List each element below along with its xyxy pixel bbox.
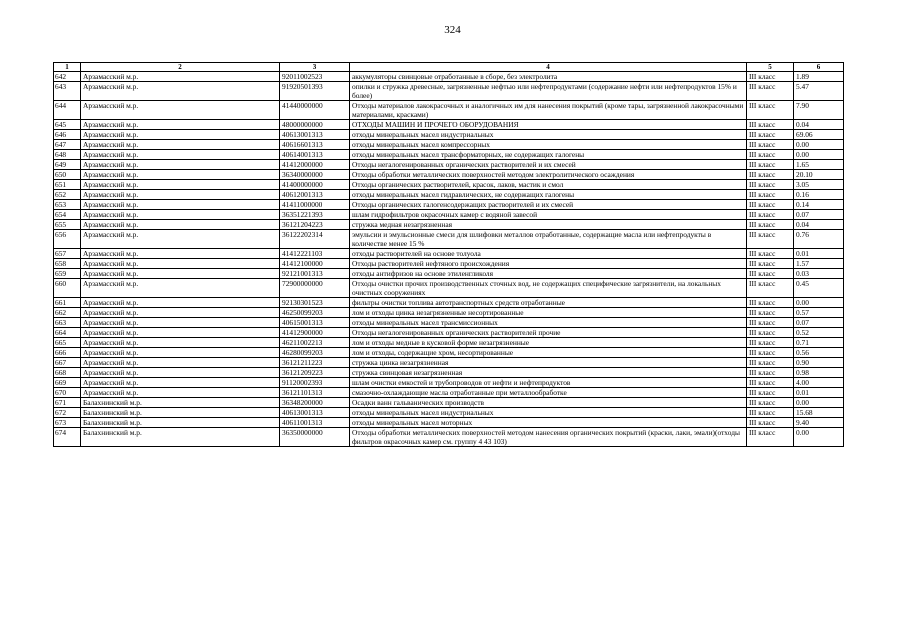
row-number-cell: 670 (54, 388, 81, 398)
district-cell: Арзамасский м.р. (81, 140, 280, 150)
header-cell-1: 1 (54, 63, 81, 72)
row-number-cell: 650 (54, 170, 81, 180)
table-row (54, 140, 844, 150)
waste-code-cell: 92130301523 (280, 298, 350, 308)
waste-code-cell: 41412900000 (280, 328, 350, 338)
hazard-class-cell: III класс (747, 140, 794, 150)
waste-code-cell: 46211002213 (280, 338, 350, 348)
amount-cell: 0.03 (794, 269, 844, 279)
district-cell: Арзамасский м.р. (81, 388, 280, 398)
waste-description-cell: стружка медная незагрязненная (350, 220, 747, 230)
table-row (54, 249, 844, 259)
district-cell: Арзамасский м.р. (81, 269, 280, 279)
table-header-row (54, 63, 844, 72)
waste-description-cell: Отходы очистки прочих производственных сточных вод, не содержащих специфические загрязнители, на локальных очистных сооружениях (350, 279, 747, 298)
table-row (54, 279, 844, 298)
amount-cell: 1.65 (794, 160, 844, 170)
row-number-cell: 656 (54, 230, 81, 249)
waste-code-cell: 36350000000 (280, 428, 350, 447)
waste-code-cell: 40612001313 (280, 190, 350, 200)
district-cell: Арзамасский м.р. (81, 220, 280, 230)
hazard-class-cell: III класс (747, 200, 794, 210)
waste-description-cell: опилки и стружка древесные, загрязненные нефтью или нефтепродуктами (содержание нефти или нефтепродуктов 15% и более) (350, 82, 747, 101)
waste-description-cell: ОТХОДЫ МАШИН И ПРОЧЕГО ОБОРУДОВАНИЯ (350, 120, 747, 130)
amount-cell: 0.07 (794, 210, 844, 220)
district-cell: Балахнинский м.р. (81, 418, 280, 428)
waste-code-cell: 40614001313 (280, 150, 350, 160)
table-row (54, 220, 844, 230)
header-cell-3: 3 (280, 63, 350, 72)
row-number-cell: 644 (54, 101, 81, 120)
hazard-class-cell: III класс (747, 72, 794, 82)
table-row (54, 308, 844, 318)
row-number-cell: 658 (54, 259, 81, 269)
table-row (54, 170, 844, 180)
hazard-class-cell: III класс (747, 298, 794, 308)
waste-code-cell: 91920501393 (280, 82, 350, 101)
hazard-class-cell: III класс (747, 101, 794, 120)
waste-code-cell: 41411000000 (280, 200, 350, 210)
hazard-class-cell: III класс (747, 150, 794, 160)
district-cell: Арзамасский м.р. (81, 170, 280, 180)
table-row (54, 408, 844, 418)
hazard-class-cell: III класс (747, 428, 794, 447)
waste-description-cell: отходы минеральных масел трансмиссионных (350, 318, 747, 328)
table-row (54, 101, 844, 120)
header-cell-4: 4 (350, 63, 747, 72)
district-cell: Арзамасский м.р. (81, 200, 280, 210)
district-cell: Арзамасский м.р. (81, 348, 280, 358)
header-cell-5: 5 (747, 63, 794, 72)
district-cell: Балахнинский м.р. (81, 428, 280, 447)
row-number-cell: 669 (54, 378, 81, 388)
hazard-class-cell: III класс (747, 249, 794, 259)
amount-cell: 0.90 (794, 358, 844, 368)
waste-code-cell: 92011002523 (280, 72, 350, 82)
amount-cell: 0.45 (794, 279, 844, 298)
waste-description-cell: аккумуляторы свинцовые отработанные в сборе, без электролита (350, 72, 747, 82)
waste-code-cell: 36351221393 (280, 210, 350, 220)
row-number-cell: 665 (54, 338, 81, 348)
waste-code-cell: 92121001313 (280, 269, 350, 279)
table-row (54, 298, 844, 308)
waste-code-cell: 36122202314 (280, 230, 350, 249)
amount-cell: 0.00 (794, 140, 844, 150)
waste-description-cell: Отходы органических галогенсодержащих растворителей и их смесей (350, 200, 747, 210)
hazard-class-cell: III класс (747, 82, 794, 101)
hazard-class-cell: III класс (747, 358, 794, 368)
waste-description-cell: фильтры очистки топлива автотранспортных средств отработанные (350, 298, 747, 308)
table-row (54, 368, 844, 378)
waste-code-cell: 41412000000 (280, 160, 350, 170)
waste-description-cell: Отходы материалов лакокрасочных и аналогичных им для нанесения покрытий (кроме тары, загрязненной лакокрасочными материалами, красками) (350, 101, 747, 120)
waste-description-cell: отходы растворителей на основе толуола (350, 249, 747, 259)
amount-cell: 4.00 (794, 378, 844, 388)
row-number-cell: 642 (54, 72, 81, 82)
header-cell-6: 6 (794, 63, 844, 72)
row-number-cell: 649 (54, 160, 81, 170)
district-cell: Арзамасский м.р. (81, 130, 280, 140)
hazard-class-cell: III класс (747, 338, 794, 348)
amount-cell: 0.14 (794, 200, 844, 210)
waste-code-cell: 72900000000 (280, 279, 350, 298)
table-row (54, 428, 844, 447)
waste-code-cell: 36121204223 (280, 220, 350, 230)
table-row (54, 200, 844, 210)
waste-description-cell: стружка цинка незагрязненная (350, 358, 747, 368)
district-cell: Арзамасский м.р. (81, 338, 280, 348)
waste-code-cell: 36348200000 (280, 398, 350, 408)
row-number-cell: 648 (54, 150, 81, 160)
table-row (54, 150, 844, 160)
amount-cell: 0.00 (794, 298, 844, 308)
row-number-cell: 646 (54, 130, 81, 140)
waste-code-cell: 46280099203 (280, 348, 350, 358)
row-number-cell: 668 (54, 368, 81, 378)
district-cell: Арзамасский м.р. (81, 368, 280, 378)
amount-cell: 1.57 (794, 259, 844, 269)
amount-cell: 0.71 (794, 338, 844, 348)
amount-cell: 0.98 (794, 368, 844, 378)
page-number: 324 (444, 24, 461, 36)
district-cell: Арзамасский м.р. (81, 160, 280, 170)
waste-code-cell: 40613001313 (280, 408, 350, 418)
waste-description-cell: отходы минеральных масел гидравлических, не содержащих галогены (350, 190, 747, 200)
district-cell: Арзамасский м.р. (81, 308, 280, 318)
hazard-class-cell: III класс (747, 388, 794, 398)
hazard-class-cell: III класс (747, 318, 794, 328)
row-number-cell: 663 (54, 318, 81, 328)
district-cell: Арзамасский м.р. (81, 378, 280, 388)
table-row (54, 259, 844, 269)
table-row (54, 180, 844, 190)
district-cell: Арзамасский м.р. (81, 358, 280, 368)
header-cell-2: 2 (81, 63, 280, 72)
waste-description-cell: отходы минеральных масел индустриальных (350, 130, 747, 140)
row-number-cell: 671 (54, 398, 81, 408)
table-row (54, 388, 844, 398)
hazard-class-cell: III класс (747, 269, 794, 279)
row-number-cell: 674 (54, 428, 81, 447)
row-number-cell: 652 (54, 190, 81, 200)
district-cell: Арзамасский м.р. (81, 328, 280, 338)
amount-cell: 0.00 (794, 428, 844, 447)
waste-description-cell: отходы минеральных масел индустриальных (350, 408, 747, 418)
hazard-class-cell: III класс (747, 408, 794, 418)
waste-description-cell: Отходы негалогенированных органических растворителей и их смесей (350, 160, 747, 170)
waste-code-cell: 40616601313 (280, 140, 350, 150)
hazard-class-cell: III класс (747, 348, 794, 358)
amount-cell: 0.00 (794, 150, 844, 160)
waste-code-cell: 40611001313 (280, 418, 350, 428)
amount-cell: 0.04 (794, 120, 844, 130)
row-number-cell: 667 (54, 358, 81, 368)
waste-description-cell: отходы минеральных масел компрессорных (350, 140, 747, 150)
district-cell: Арзамасский м.р. (81, 298, 280, 308)
hazard-class-cell: III класс (747, 190, 794, 200)
hazard-class-cell: III класс (747, 259, 794, 269)
row-number-cell: 661 (54, 298, 81, 308)
table-row (54, 318, 844, 328)
district-cell: Арзамасский м.р. (81, 82, 280, 101)
waste-description-cell: Отходы негалогенированных органических растворителей прочие (350, 328, 747, 338)
row-number-cell: 664 (54, 328, 81, 338)
hazard-class-cell: III класс (747, 160, 794, 170)
table-row (54, 418, 844, 428)
hazard-class-cell: III класс (747, 418, 794, 428)
district-cell: Балахнинский м.р. (81, 398, 280, 408)
waste-code-cell: 41412100000 (280, 259, 350, 269)
amount-cell: 69.06 (794, 130, 844, 140)
hazard-class-cell: III класс (747, 210, 794, 220)
district-cell: Арзамасский м.р. (81, 249, 280, 259)
hazard-class-cell: III класс (747, 180, 794, 190)
row-number-cell: 643 (54, 82, 81, 101)
district-cell: Арзамасский м.р. (81, 318, 280, 328)
waste-code-cell: 36121211223 (280, 358, 350, 368)
row-number-cell: 647 (54, 140, 81, 150)
waste-description-cell: шлам очистки емкостей и трубопроводов от нефти и нефтепродуктов (350, 378, 747, 388)
waste-description-cell: Отходы обработки металлических поверхностей методом нанесения органических покрытий (краски, лаки, эмали)(отходы фильтров окрасочных камер см. группу 4 43 103) (350, 428, 747, 447)
district-cell: Арзамасский м.р. (81, 230, 280, 249)
amount-cell: 0.00 (794, 398, 844, 408)
amount-cell: 0.56 (794, 348, 844, 358)
table-row (54, 398, 844, 408)
district-cell: Арзамасский м.р. (81, 180, 280, 190)
waste-description-cell: отходы антифризов на основе этиленгликоля (350, 269, 747, 279)
amount-cell: 20.10 (794, 170, 844, 180)
waste-code-cell: 48000000000 (280, 120, 350, 130)
row-number-cell: 654 (54, 210, 81, 220)
amount-cell: 5.47 (794, 82, 844, 101)
waste-code-cell: 40615001313 (280, 318, 350, 328)
table-row (54, 358, 844, 368)
amount-cell: 0.01 (794, 249, 844, 259)
row-number-cell: 655 (54, 220, 81, 230)
waste-code-cell: 46250099203 (280, 308, 350, 318)
amount-cell: 0.57 (794, 308, 844, 318)
district-cell: Арзамасский м.р. (81, 259, 280, 269)
hazard-class-cell: III класс (747, 170, 794, 180)
waste-code-cell: 41440000000 (280, 101, 350, 120)
table-row (54, 378, 844, 388)
waste-code-cell: 36121209223 (280, 368, 350, 378)
table-row (54, 190, 844, 200)
row-number-cell: 651 (54, 180, 81, 190)
waste-description-cell: эмульсии и эмульсионные смеси для шлифовки металлов отработанные, содержащие масла или нефтепродукты в количестве менее 15 % (350, 230, 747, 249)
amount-cell: 9.40 (794, 418, 844, 428)
table-row (54, 72, 844, 82)
amount-cell: 0.76 (794, 230, 844, 249)
amount-cell: 1.89 (794, 72, 844, 82)
row-number-cell: 666 (54, 348, 81, 358)
waste-code-cell: 41400000000 (280, 180, 350, 190)
row-number-cell: 672 (54, 408, 81, 418)
waste-code-cell: 36121101313 (280, 388, 350, 398)
table-body (54, 72, 844, 447)
row-number-cell: 660 (54, 279, 81, 298)
table-row (54, 328, 844, 338)
waste-description-cell: лом и отходы цинка незагрязненные несортированные (350, 308, 747, 318)
table-row (54, 130, 844, 140)
district-cell: Арзамасский м.р. (81, 190, 280, 200)
district-cell: Арзамасский м.р. (81, 150, 280, 160)
row-number-cell: 653 (54, 200, 81, 210)
table-row (54, 210, 844, 220)
hazard-class-cell: III класс (747, 308, 794, 318)
waste-description-cell: отходы минеральных масел моторных (350, 418, 747, 428)
waste-description-cell: отходы минеральных масел трансформаторных, не содержащих галогены (350, 150, 747, 160)
waste-description-cell: стружка свинцовая незагрязненная (350, 368, 747, 378)
amount-cell: 3.05 (794, 180, 844, 190)
waste-description-cell: лом и отходы, содержащие хром, несортированные (350, 348, 747, 358)
amount-cell: 7.90 (794, 101, 844, 120)
table-row (54, 230, 844, 249)
hazard-class-cell: III класс (747, 368, 794, 378)
waste-description-cell: смазочно-охлаждающие масла отработанные при металлообработке (350, 388, 747, 398)
waste-description-cell: Осадки ванн гальванических производств (350, 398, 747, 408)
hazard-class-cell: III класс (747, 130, 794, 140)
table-row (54, 82, 844, 101)
hazard-class-cell: III класс (747, 279, 794, 298)
waste-code-cell: 41412221103 (280, 249, 350, 259)
hazard-class-cell: III класс (747, 230, 794, 249)
waste-code-cell: 36340000000 (280, 170, 350, 180)
hazard-class-cell: III класс (747, 220, 794, 230)
row-number-cell: 657 (54, 249, 81, 259)
amount-cell: 0.07 (794, 318, 844, 328)
waste-register-table (53, 62, 844, 447)
table-row (54, 348, 844, 358)
row-number-cell: 645 (54, 120, 81, 130)
hazard-class-cell: III класс (747, 378, 794, 388)
table-row (54, 120, 844, 130)
table-row (54, 269, 844, 279)
table-row (54, 160, 844, 170)
hazard-class-cell: III класс (747, 328, 794, 338)
district-cell: Балахнинский м.р. (81, 408, 280, 418)
district-cell: Арзамасский м.р. (81, 210, 280, 220)
waste-description-cell: Отходы обработки металлических поверхностей методом электролитического осаждения (350, 170, 747, 180)
row-number-cell: 673 (54, 418, 81, 428)
amount-cell: 0.16 (794, 190, 844, 200)
amount-cell: 15.68 (794, 408, 844, 418)
waste-description-cell: шлам гидрофильтров окрасочных камер с водяной завесой (350, 210, 747, 220)
waste-description-cell: Отходы органических растворителей, красок, лаков, мастик и смол (350, 180, 747, 190)
waste-code-cell: 40613001313 (280, 130, 350, 140)
table-row (54, 338, 844, 348)
waste-description-cell: лом и отходы медные в кусковой форме незагрязненные (350, 338, 747, 348)
amount-cell: 0.52 (794, 328, 844, 338)
amount-cell: 0.04 (794, 220, 844, 230)
hazard-class-cell: III класс (747, 398, 794, 408)
district-cell: Арзамасский м.р. (81, 279, 280, 298)
district-cell: Арзамасский м.р. (81, 72, 280, 82)
hazard-class-cell: III класс (747, 120, 794, 130)
amount-cell: 0.01 (794, 388, 844, 398)
row-number-cell: 659 (54, 269, 81, 279)
waste-code-cell: 91120002393 (280, 378, 350, 388)
district-cell: Арзамасский м.р. (81, 120, 280, 130)
waste-description-cell: Отходы растворителей нефтяного происхождения (350, 259, 747, 269)
district-cell: Арзамасский м.р. (81, 101, 280, 120)
row-number-cell: 662 (54, 308, 81, 318)
